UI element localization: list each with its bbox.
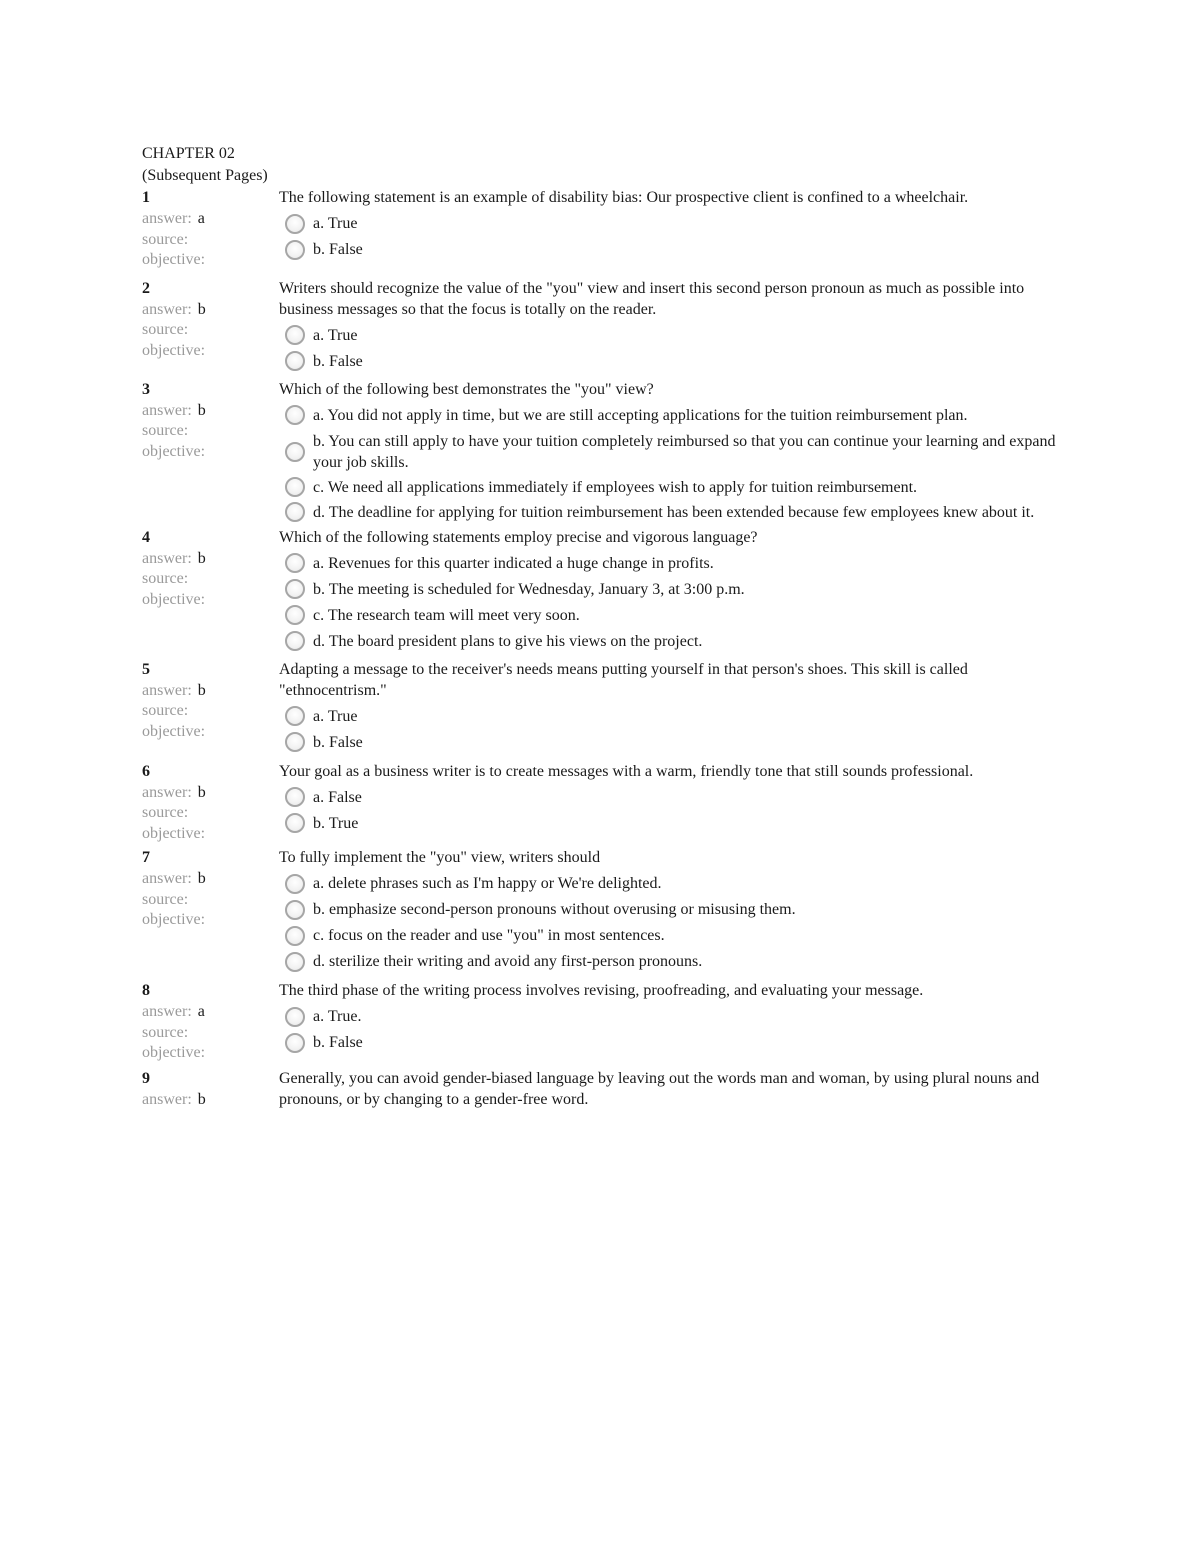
question-list [142,187,1062,1110]
question-meta [142,278,279,377]
answer-option[interactable] [285,1032,1062,1053]
option-label: b. True [313,814,359,832]
question-text: Which of the following best demonstrates the "you" view? [279,380,654,398]
question-body [279,1068,1062,1111]
radio-button[interactable] [285,732,305,752]
option-label: c. focus on the reader and use "you" in most sentences. [313,927,665,944]
radio-button[interactable] [285,325,305,345]
answer-option[interactable] [285,706,1062,727]
objective-label: objective: [142,341,206,359]
answer-option[interactable] [285,553,1062,574]
answer-option[interactable] [285,899,1062,920]
radio-button[interactable] [285,553,305,573]
radio-button[interactable] [285,351,305,371]
answer-option[interactable] [285,431,1062,473]
objective-label: objective: [142,251,206,268]
answer-line [142,1002,279,1023]
answer-value: b [197,549,206,567]
source-label: source: [142,422,189,439]
option-label: a. delete phrases such as I'm happy or We're delighted. [313,875,662,892]
source-label: source: [142,1023,189,1041]
radio-button[interactable] [285,787,305,807]
question-item [142,379,1062,527]
objective-label: objective: [142,911,206,928]
option-label: b. False [313,352,363,370]
chapter-title: CHAPTER 02 [142,145,235,162]
question-number: 1 [142,189,150,206]
radio-button[interactable] [285,813,305,833]
radio-button[interactable] [285,952,305,972]
answer-label: answer: [142,210,192,227]
radio-button[interactable] [285,579,305,599]
question-meta [142,527,279,657]
objective-label: objective: [142,824,206,842]
option-label: a. Revenues for this quarter indicated a huge change in profits. [313,554,714,572]
answer-label: answer: [142,870,192,887]
radio-button[interactable] [285,405,305,425]
answer-value: b [197,681,206,699]
radio-button[interactable] [285,477,305,497]
option-label: d. The deadline for applying for tuition reimbursement has been extended because few employees knew about it. [313,503,1035,521]
answer-label: answer: [142,783,192,801]
answer-option[interactable] [285,925,1062,946]
question-text: Generally, you can avoid gender-biased language by leaving out the words man and woman, by using plural nouns and pronouns, or by changing to a gender-free word. [279,1069,1040,1108]
answer-option[interactable] [285,325,1062,346]
answer-option[interactable] [285,579,1062,600]
answer-line [142,209,279,230]
question-body [279,847,1062,977]
answer-option[interactable] [285,951,1062,972]
source-label: source: [142,321,189,338]
answer-option[interactable] [285,351,1062,372]
question-number: 3 [142,380,150,398]
answer-value: a [197,1003,205,1020]
answer-option[interactable] [285,873,1062,894]
question-item [142,1068,1062,1111]
question-item [142,980,1062,1064]
radio-button[interactable] [285,874,305,894]
radio-button[interactable] [285,706,305,726]
question-meta [142,761,279,845]
question-body [279,527,1062,657]
question-body [279,379,1062,527]
answer-value: b [197,783,206,801]
question-number: 9 [142,1069,150,1087]
question-item [142,761,1062,845]
question-meta [142,379,279,527]
question-item [142,847,1062,977]
source-label: source: [142,890,189,908]
source-label: source: [142,804,189,821]
radio-button[interactable] [285,1033,305,1053]
answer-value: b [197,1090,206,1108]
objective-label: objective: [142,590,206,608]
answer-option[interactable] [285,605,1062,626]
answer-label: answer: [142,300,192,318]
radio-button[interactable] [285,214,305,234]
option-label: b. You can still apply to have your tuition completely reimbursed so that you can continue your learning and expand your job skills. [313,432,1056,471]
answer-line [142,681,279,702]
question-number: 2 [142,279,150,297]
question-text: Your goal as a business writer is to create messages with a warm, friendly tone that still sounds professional. [279,762,974,780]
answer-line [142,401,279,422]
question-meta [142,980,279,1064]
question-number: 8 [142,982,150,999]
answer-label: answer: [142,401,192,419]
question-text: The following statement is an example of disability bias: Our prospective client is confined to a wheelchair. [279,189,969,206]
question-meta [142,659,279,758]
radio-button[interactable] [285,900,305,920]
question-body [279,980,1062,1064]
question-body [279,761,1062,845]
chapter-subtitle: (Subsequent Pages) [142,167,268,184]
answer-label: answer: [142,681,192,699]
question-number: 5 [142,660,150,678]
question-item [142,659,1062,758]
answer-value: b [197,401,206,419]
document-content [142,143,1062,1110]
option-label: b. emphasize second-person pronouns without overusing or misusing them. [313,901,796,918]
answer-option[interactable] [285,502,1062,523]
radio-button[interactable] [285,926,305,946]
answer-option[interactable] [285,631,1062,652]
answer-value: b [197,870,206,887]
answer-line [142,1090,279,1111]
answer-option[interactable] [285,239,1062,260]
answer-option[interactable] [285,405,1062,426]
question-item [142,527,1062,657]
question-text: Writers should recognize the value of the "you" view and insert this second person pronoun as much as possible into business messages so that the focus is totally on the reader. [279,279,1025,318]
question-item [142,187,1062,271]
option-label: a. True. [313,1008,362,1025]
answer-line [142,549,279,570]
question-number: 7 [142,849,150,866]
option-label: c. The research team will meet very soon. [313,606,580,624]
option-label: a. False [313,788,362,806]
answer-option[interactable] [285,787,1062,808]
answer-option[interactable] [285,477,1062,498]
radio-button[interactable] [285,442,305,462]
answer-label: answer: [142,549,192,567]
source-label: source: [142,570,189,587]
option-label: a. You did not apply in time, but we are still accepting applications for the tuition reimbursement plan. [313,406,968,424]
question-body [279,659,1062,758]
question-number: 6 [142,762,150,780]
radio-button[interactable] [285,240,305,260]
question-body [279,187,1062,271]
answer-label: answer: [142,1090,192,1108]
answer-option[interactable] [285,213,1062,234]
answer-value: b [197,300,206,318]
option-label: b. False [313,241,363,258]
option-label: a. True [313,215,358,232]
question-meta [142,187,279,271]
radio-button[interactable] [285,502,305,522]
answer-line [142,300,279,321]
answer-option[interactable] [285,813,1062,834]
option-label: b. False [313,733,363,751]
answer-line [142,869,279,890]
question-text: Adapting a message to the receiver's needs means putting yourself in that person's shoes. This skill is called "ethnocentrism." [279,660,968,699]
question-item [142,278,1062,377]
option-label: a. True [313,326,358,344]
source-label: source: [142,702,189,719]
radio-button[interactable] [285,631,305,651]
radio-button[interactable] [285,1007,305,1027]
option-label: b. False [313,1034,363,1051]
question-text: The third phase of the writing process involves revising, proofreading, and evaluating your message. [279,982,924,999]
question-number: 4 [142,528,150,546]
question-body [279,278,1062,377]
option-label: b. The meeting is scheduled for Wednesday, January 3, at 3:00 p.m. [313,580,745,598]
question-meta [142,847,279,977]
objective-label: objective: [142,722,206,740]
objective-label: objective: [142,442,206,460]
question-text: Which of the following statements employ precise and vigorous language? [279,528,758,546]
option-label: c. We need all applications immediately if employees wish to apply for tuition reimbursement. [313,478,918,496]
objective-label: objective: [142,1044,206,1061]
question-text: To fully implement the "you" view, writers should [279,849,601,866]
answer-option[interactable] [285,1006,1062,1027]
radio-button[interactable] [285,605,305,625]
source-label: source: [142,230,189,248]
answer-label: answer: [142,1003,192,1020]
answer-value: a [197,210,205,227]
option-label: a. True [313,707,358,725]
answer-option[interactable] [285,732,1062,753]
question-meta [142,1068,279,1111]
option-label: d. The board president plans to give his views on the project. [313,632,703,650]
answer-line [142,783,279,804]
option-label: d. sterilize their writing and avoid any first-person pronouns. [313,953,703,970]
